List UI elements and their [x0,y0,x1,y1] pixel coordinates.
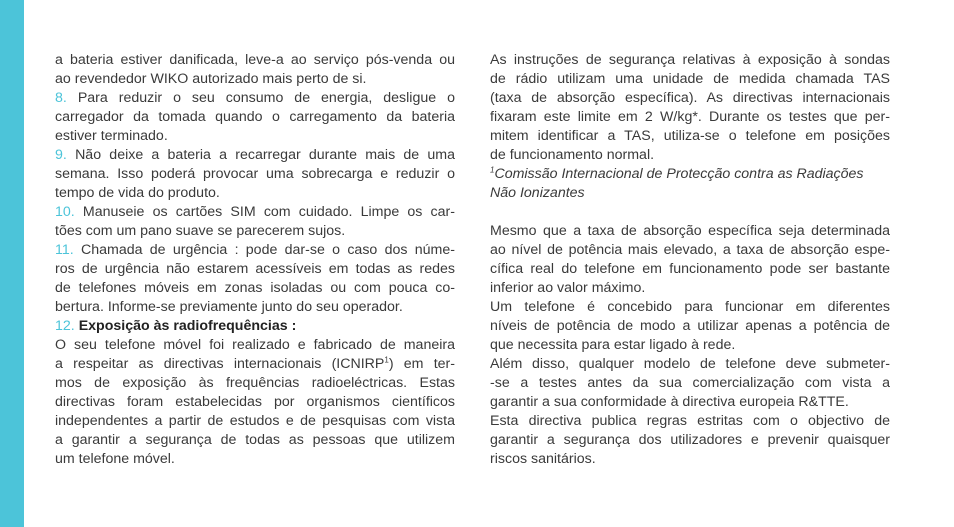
list-item-11-line [55,241,455,260]
text-line: um telefone móvel. [55,451,175,467]
footnote: Não Ionizantes [490,185,585,201]
right-column [490,51,890,469]
text-line: mos de exposição às frequências radioeléctricas. Estas [55,375,455,391]
text-line: a garantir a segurança de todas as pessoas que utilizem [55,432,455,448]
item-number: 8. [55,90,67,106]
text-line: Além disso, qualquer modelo de telefone deve submeter- [490,356,890,372]
text-line [55,355,455,374]
item-number: 12. [55,318,75,334]
text-line: As instruções de segurança relativas à exposição à sondas [490,52,890,68]
text-line: ros de urgência não estarem acessíveis em todas as redes [55,261,455,277]
footnote-marker: 1 [384,355,389,365]
item-text: Chamada de urgência : pode dar-se o caso dos núme- [80,242,455,258]
text-line: mitem identificar a TAS, utiliza-se o telefone em posições [490,128,890,144]
footnote-marker: 1 [490,165,495,175]
list-item-10-line [55,203,455,222]
text-fragment: a respeitar as directivas internacionais (ICNIRP [55,356,385,372]
text-line: -se a testes antes da sua comercialização com vista a [490,375,890,391]
text-line: níveis de potência de modo a utilizar apenas a potência de [490,318,890,334]
text-line: estiver terminado. [55,128,168,144]
list-item-9-line [55,146,455,165]
accent-side-bar [0,0,24,527]
item-number: 11. [55,242,74,258]
text-line: O seu telefone móvel foi realizado e fabricado de maneira [55,337,455,353]
text-line: ao revendedor WIKO autorizado mais perto de si. [55,71,367,87]
list-item-12-heading [55,317,455,336]
text-line: de telefones móveis em zonas isoladas ou com pouca co- [55,280,455,296]
text-line: semana. Isso poderá provocar uma sobrecarga e reduzir o [55,166,455,182]
text-line: cífica real do telefone em funcionamento pode ser bastante [490,261,890,277]
text-line: independentes a partir de estudos e de pesquisas com vista [55,413,455,429]
text-line: carregador da tomada quando o carregamento da bateria [55,109,455,125]
item-text: Não deixe a bateria a recarregar durante mais de uma [75,147,455,163]
text-line: inferior ao valor máximo. [490,280,646,296]
text-line: de rádio utilizam uma unidade de medida chamada TAS [490,71,890,87]
text-line: garantir a sua conformidade à directiva europeia R&TTE. [490,394,849,410]
text-line: de funcionamento normal. [490,147,655,163]
left-column [55,51,455,469]
text-line: tempo de vida do produto. [55,185,220,201]
text-line: tões com um pano suave se parecerem sujos. [55,223,346,239]
text-line: Mesmo que a taxa de absorção específica seja determinada [490,223,890,239]
footnote-text: Comissão Internacional de Protecção contra as Radiações [494,166,864,182]
text-line: fixaram este limite em 2 W/kg*. Durante os testes que per- [490,109,890,125]
text-line: ao nível de potência mais elevado, a taxa de absorção espe- [490,242,890,258]
text-line: bertura. Informe-se previamente junto do seu operador. [55,299,403,315]
text-line: riscos sanitários. [490,451,596,467]
item-number: 9. [55,147,67,163]
item-text: Manuseie os cartões SIM com cuidado. Limpe os car- [82,204,455,220]
text-fragment: ) em ter- [388,356,455,372]
section-heading: Exposição às radiofrequências : [78,318,297,334]
text-line: a bateria estiver danificada, leve-a ao serviço pós-venda ou [55,52,455,68]
text-line: (taxa de absorção específica). As directivas internacionais [490,90,890,106]
text-line: Esta directiva publica regras estritas com o objectivo de [490,413,890,429]
text-line: garantir a segurança dos utilizadores e prevenir quaisquer [490,432,890,448]
item-text: Para reduzir o seu consumo de energia, desligue o [77,90,455,106]
list-item-8-line [55,89,455,108]
text-line: directivas foram estabelecidas por organismos científicos [55,394,455,410]
paragraph-gap [490,203,890,222]
item-number: 10. [55,204,75,220]
footnote [490,165,890,184]
text-line: que necessita para estar ligado à rede. [490,337,736,353]
text-line: Um telefone é concebido para funcionar em diferentes [490,299,890,315]
